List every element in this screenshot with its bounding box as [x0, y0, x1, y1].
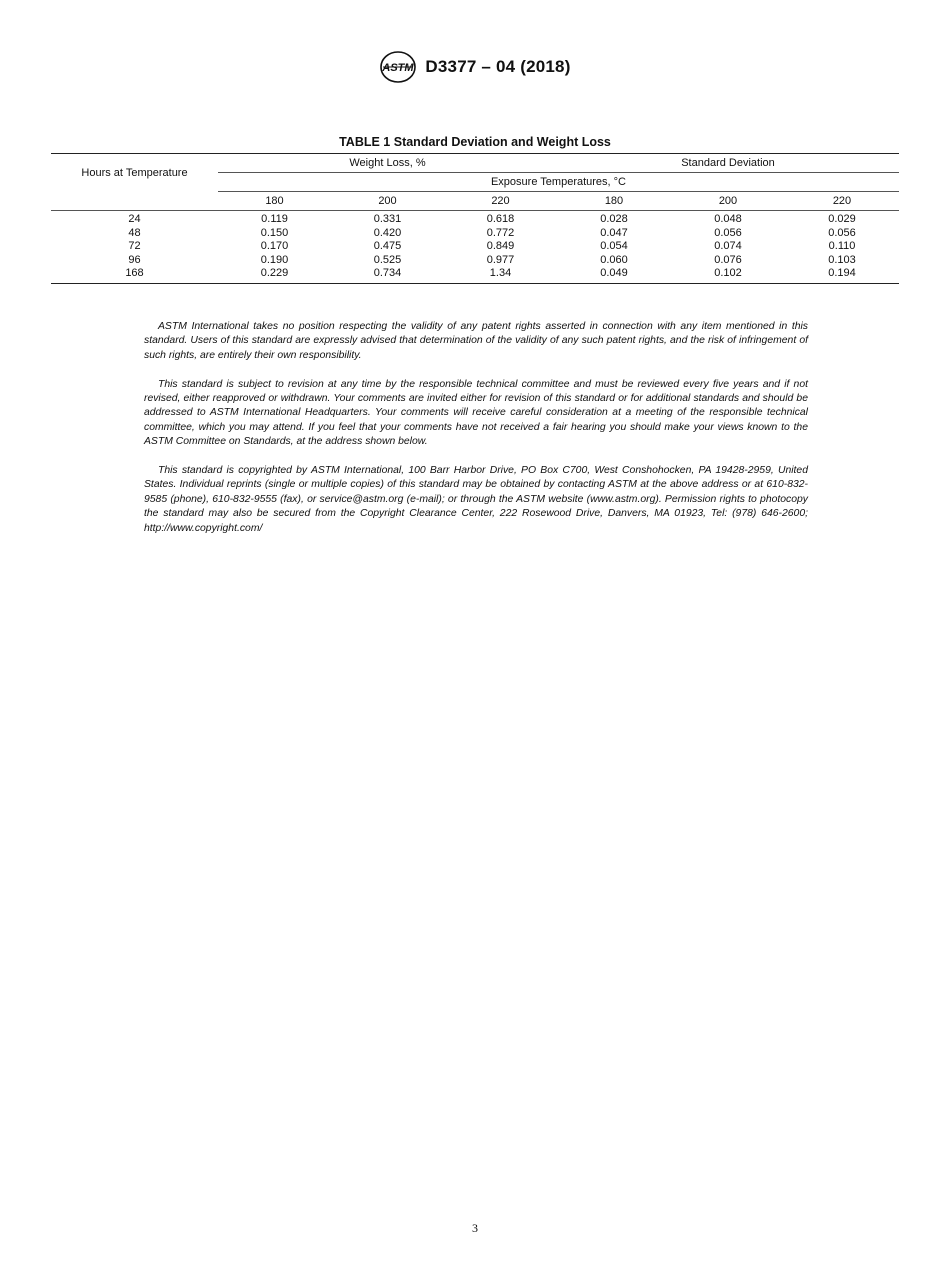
table-row — [51, 211, 899, 227]
table-cell: 0.849 — [486, 240, 515, 252]
table-cell: 0.060 — [600, 253, 628, 266]
table-cell: 0.734 — [373, 267, 402, 279]
temp-header: 180 — [218, 192, 331, 211]
table-cell: 0.110 — [828, 240, 856, 252]
table-cell: 0.103 — [828, 253, 856, 266]
table-cell: 0.056 — [828, 226, 856, 239]
standard-designation: D3377 – 04 (2018) — [425, 57, 571, 76]
table-cell: 0.190 — [260, 253, 289, 266]
temp-header: 220 — [785, 192, 899, 211]
group-standard-deviation: Standard Deviation — [557, 154, 899, 173]
table-cell: 0.029 — [828, 213, 856, 225]
table-cell: 1.34 — [489, 267, 512, 279]
hours-cell: 96 — [128, 253, 141, 266]
temp-header: 200 — [331, 192, 444, 211]
table-row — [51, 254, 899, 268]
revision-notice: This standard is subject to revision at any time by the responsible technical committee and must be reviewed every five years and if not revised, either reapproved or withdrawn. Your comments are invited either for revision of this standard or for additional standards and should be addressed to ASTM International Headquarters. Your comments will receive careful consideration at a meeting of the responsible technical committee, which you may attend. If you feel that your comments have not received a fair hearing you should make your views known to the ASTM Committee on Standards, at the address shown below. — [144, 378, 808, 448]
table-cell: 0.618 — [486, 213, 515, 225]
group-weight-loss: Weight Loss, % — [218, 154, 557, 173]
table-cell: 0.331 — [373, 213, 402, 225]
patent-notice: ASTM International takes no position respecting the validity of any patent rights asserted in connection with any item mentioned in this standard. Users of this standard are expressly advised that determination of the validity of any such patent rights, and the risk of infringement of such rights, are entirely their own responsibility. — [144, 321, 808, 361]
empty-header-cell — [51, 192, 218, 211]
table-cell: 0.170 — [260, 240, 289, 252]
table-cell: 0.525 — [373, 253, 402, 266]
table-cell: 0.074 — [714, 240, 742, 252]
astm-logo-icon — [379, 50, 417, 84]
weight-loss-table — [51, 153, 899, 284]
row-header-hours: Hours at Temperature — [81, 166, 188, 179]
hours-cell: 168 — [125, 267, 144, 279]
table-cell: 0.076 — [714, 253, 742, 266]
table-cell: 0.772 — [486, 226, 515, 239]
table-cell: 0.028 — [600, 213, 628, 225]
table-cell: 0.047 — [600, 226, 628, 239]
table-cell: 0.194 — [828, 267, 856, 279]
hours-cell: 48 — [128, 226, 141, 239]
table-cell: 0.102 — [714, 267, 742, 279]
hours-cell: 24 — [128, 213, 141, 225]
temp-header: 220 — [444, 192, 557, 211]
table-cell: 0.048 — [714, 213, 742, 225]
table-cell: 0.054 — [600, 240, 628, 252]
table-cell: 0.049 — [600, 267, 628, 279]
table-cell: 0.420 — [373, 226, 402, 239]
temp-header: 200 — [671, 192, 785, 211]
table-cell: 0.056 — [714, 226, 742, 239]
copyright-notice: This standard is copyrighted by ASTM International, 100 Barr Harbor Drive, PO Box C700, West Conshohocken, PA 19428-2959, United States. Individual reprints (single or multiple copies) of this standard may be obtained by contacting ASTM at the above address or at 610-832-9585 (phone), 610-832-9555 (fax), or service@astm.org (e-mail); or through the ASTM website (www.astm.org). Permission rights to photocopy the standard may also be secured from the Copyright Clearance Center, 222 Rosewood Drive, Danvers, MA 01923, Tel: (978) 646-2600; http://www.copyright.com/ — [144, 465, 808, 534]
document-header — [0, 50, 950, 84]
table-cell: 0.475 — [373, 240, 402, 252]
table-cell: 0.229 — [260, 267, 289, 279]
table-row — [51, 240, 899, 254]
table-cell: 0.150 — [260, 226, 289, 239]
table-row — [51, 227, 899, 241]
hours-cell: 72 — [128, 240, 141, 252]
table-row — [51, 267, 899, 283]
svg-text:ASTM: ASTM — [382, 62, 414, 74]
exposure-temperatures-label: Exposure Temperatures, °C — [218, 173, 899, 192]
table-title: TABLE 1 Standard Deviation and Weight Loss — [339, 135, 611, 149]
page-number: 3 — [472, 1221, 478, 1235]
table-cell: 0.977 — [486, 253, 515, 266]
temp-header: 180 — [557, 192, 671, 211]
table-cell: 0.119 — [261, 213, 288, 225]
legal-notices — [144, 320, 808, 550]
